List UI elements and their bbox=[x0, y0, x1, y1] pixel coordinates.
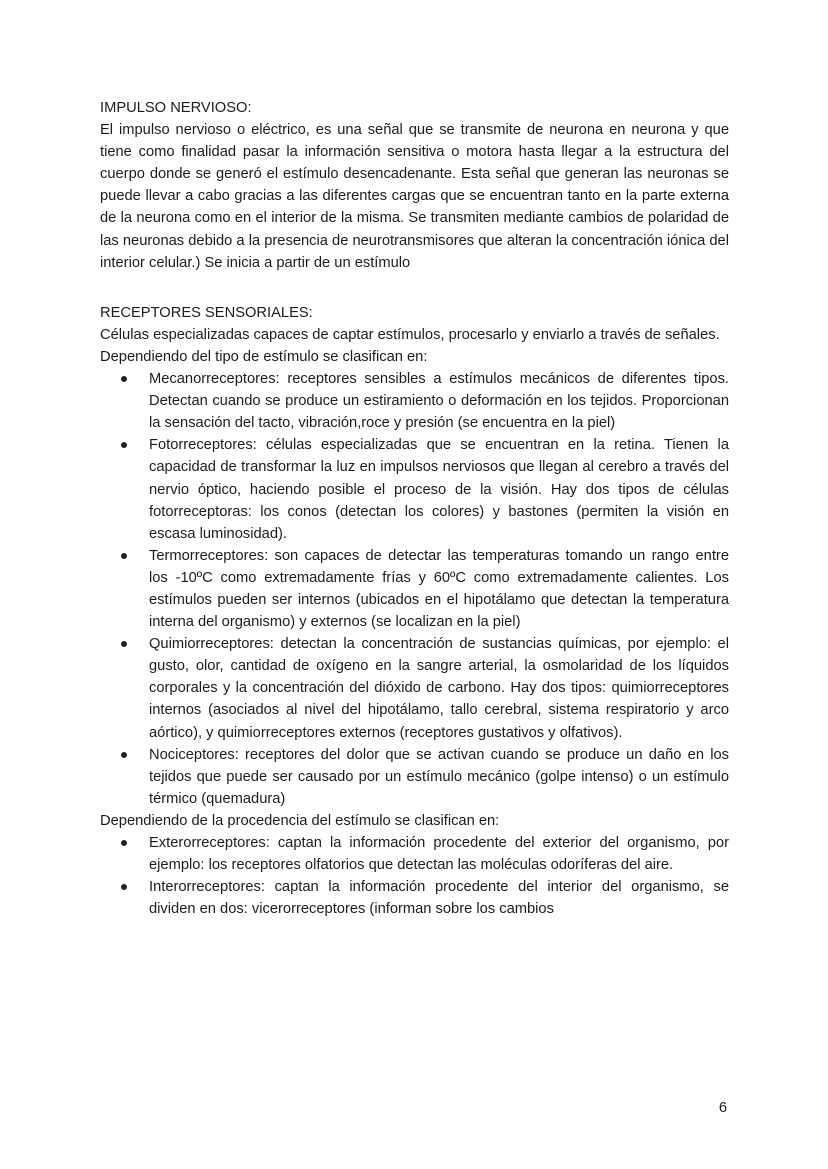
page-number: 6 bbox=[718, 1100, 727, 1116]
section-receptores-sensoriales bbox=[100, 302, 729, 921]
section-heading-impulso-nervioso: IMPULSO NERVIOSO: bbox=[100, 100, 252, 116]
paragraph-impulso-nervioso: El impulso nervioso o eléctrico, es una señal que se transmite de neurona en neurona y que tiene como finalidad pasar la información sensitiva o motora hasta llegar a la estructura del cuerpo donde se generó el estímulo desencadenante. Esta señal que generan las neuronas se puede llevar a cabo gracias a las diferentes cargas que se encuentran tanto en la parte externa de la neurona como en el interior de la misma. Se transmiten mediante cambios de polaridad de las neuronas debido a la presencia de neurotransmisores que alteran la concentración iónica del interior celular.) Se inicia a partir de un estímulo bbox=[100, 122, 729, 271]
list-item-exterorreceptores: Exterorreceptores: captan la información procedente del exterior del organismo, por ejemplo: los receptores olfatorios que detectan las moléculas odoríferas del aire. bbox=[149, 832, 729, 876]
list-item-mecanorreceptores: Mecanorreceptores: receptores sensibles a estímulos mecánicos de diferentes tipos. Detectan cuando se produce un estiramiento o deformación en los tejidos. Proporcionan la sensación del tacto, vibración,roce y presión (se encuentra en la piel) bbox=[149, 368, 729, 434]
list-item-nociceptores: Nociceptores: receptores del dolor que se activan cuando se produce un daño en los tejidos que puede ser causado por un estímulo mecánico (golpe intenso) o un estímulo térmico (quemadura) bbox=[149, 744, 729, 810]
lead-clasificacion-por-procedencia: Dependiendo de la procedencia del estímulo se clasifican en: bbox=[100, 812, 500, 829]
section-impulso-nervioso bbox=[100, 97, 729, 274]
list-item-termorreceptores: Termorreceptores: son capaces de detectar las temperaturas tomando un rango entre los -10ºC como extremadamente frías y 60ºC como extremadamente calientes. Los estímulos pueden ser internos (ubicados en el hipotálamo que detectan la temperatura interna del organismo) y externos (se localizan en la piel) bbox=[149, 545, 729, 633]
list-item-interorreceptores: Interorreceptores: captan la información procedente del interior del organismo, se dividen en dos: vicerorreceptores (informan sobre los cambios bbox=[149, 876, 729, 920]
section-heading-receptores-sensoriales: RECEPTORES SENSORIALES: bbox=[100, 304, 313, 321]
paragraph-receptores-intro: Células especializadas capaces de captar estímulos, procesarlo y enviarlo a través de señales. bbox=[100, 326, 720, 343]
lead-clasificacion-por-tipo: Dependiendo del tipo de estímulo se clasifican en: bbox=[100, 348, 428, 365]
list-item-quimiorreceptores: Quimiorreceptores: detectan la concentración de sustancias químicas, por ejemplo: el gusto, olor, cantidad de oxígeno en la sangre arterial, la osmolaridad de los líquidos corporales y la concentración del dióxido de carbono. Hay dos tipos: quimiorreceptores internos (asociados al nivel del hipotálamo, tallo cerebral, sistema respiratorio y arco aórtico), y quimiorreceptores externos (receptores gustativos y olfativos). bbox=[149, 633, 729, 743]
document-content bbox=[100, 97, 729, 920]
list-item-fotorreceptores: Fotorreceptores: células especializadas que se encuentran en la retina. Tienen la capacidad de transformar la luz en impulsos nerviosos que llegan al cerebro a través del nervio óptico, haciendo posible el proceso de la visión. Hay dos tipos de células fotorreceptoras: los conos (detectan los colores) y bastones (permiten la visión en escasa luminosidad). bbox=[149, 434, 729, 544]
bullet-list-por-tipo bbox=[100, 368, 729, 810]
bullet-list-por-procedencia bbox=[100, 832, 729, 920]
